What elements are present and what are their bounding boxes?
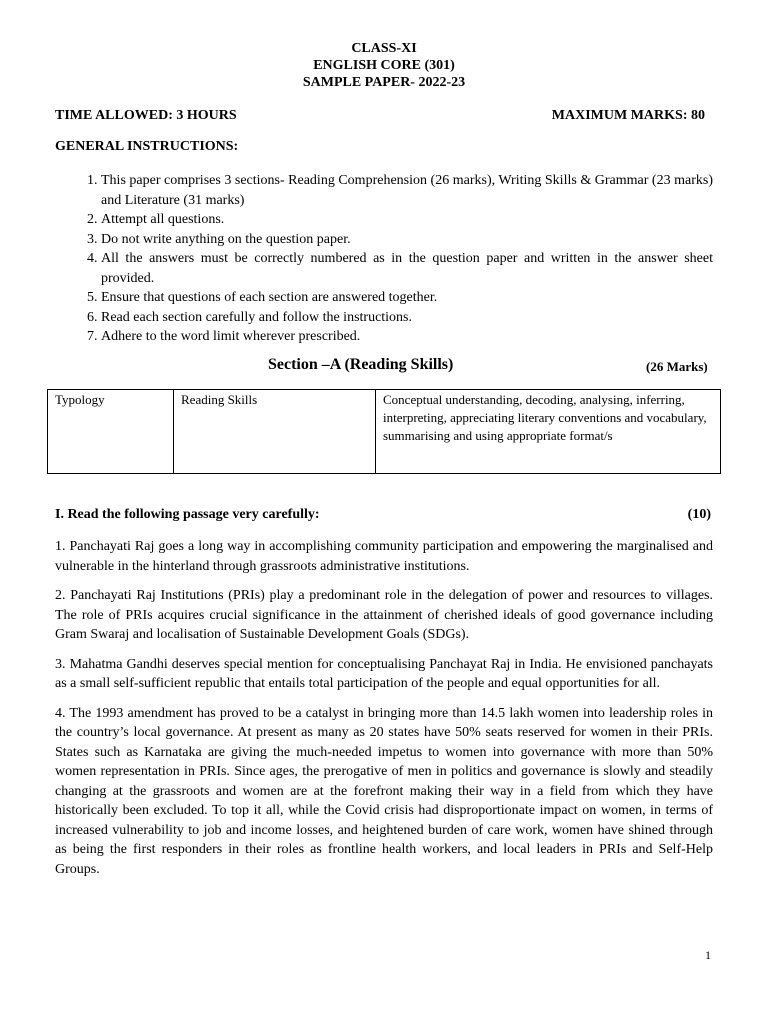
skill-cell: Reading Skills xyxy=(174,390,376,474)
exam-meta xyxy=(55,108,705,124)
question-marks: (10) xyxy=(687,507,711,522)
instruction-item: 1. This paper comprises 3 sections- Reading Comprehension (26 marks), Writing Skills & Grammar (23 marks) and Literature (31 marks) xyxy=(101,171,713,210)
document-header xyxy=(0,40,768,91)
typology-table xyxy=(47,389,721,474)
page-number: 1 xyxy=(705,948,711,962)
typology-cell: Typology xyxy=(48,390,174,474)
instruction-item: 6. Read each section carefully and follow the instructions. xyxy=(101,308,713,328)
instruction-item: 4. All the answers must be correctly numbered as in the question paper and written in the answer sheet provided. xyxy=(101,249,713,288)
maximum-marks: MAXIMUM MARKS: 80 xyxy=(551,108,705,123)
passage-paragraph: 4. The 1993 amendment has proved to be a catalyst in bringing more than 14.5 lakh women into leadership roles in the country’s local governance. At present as many as 20 states have 50% seats reserved for women in their PRIs. States such as Karnataka are giving the much-needed impetus to women into governance with more than 50% women representation in PRIs. Since ages, the prerogative of men in politics and governance is slowly and steadily changing at the grassroots and women are at the forefront making their way in a field from which they have historically been excluded. To top it all, while the Covid crisis had disproportionate impact on women, in terms of increased vulnerability to job and income losses, and heightened burden of care work, women have shined through as being the first responders in their roles as frontline health workers, and local leaders in PRIs and Self-Help Groups. xyxy=(55,705,713,877)
time-allowed: TIME ALLOWED: 3 HOURS xyxy=(55,108,237,123)
section-marks: (26 Marks) xyxy=(646,359,708,374)
instruction-item: 5. Ensure that questions of each section are answered together. xyxy=(101,288,713,308)
description-cell: Conceptual understanding, decoding, analysing, inferring, interpreting, appreciating literary conventions and vocabulary, summarising and using appropriate format/s xyxy=(376,390,721,474)
question-heading xyxy=(55,507,711,523)
passage-paragraph: 1. Panchayati Raj goes a long way in accomplishing community participation and empowering the marginalised and vulnerable in the hinterland through grassroots administrative institutions. xyxy=(55,539,713,574)
passage xyxy=(55,537,713,889)
instruction-item: 3. Do not write anything on the question paper. xyxy=(101,230,713,250)
instruction-item: 7. Adhere to the word limit wherever prescribed. xyxy=(101,327,713,347)
passage-paragraph: 3. Mahatma Gandhi deserves special mention for conceptualising Panchayat Raj in India. He envisioned panchayats as a small self-sufficient republic that entails total participation of the people and equal opportunities for all. xyxy=(55,656,713,691)
instructions-list xyxy=(55,171,713,347)
instruction-item: 2. Attempt all questions. xyxy=(101,210,713,230)
section-title: Section –A (Reading Skills) xyxy=(268,356,454,373)
subject-title: ENGLISH CORE (301) xyxy=(313,58,455,73)
class-title: CLASS-XI xyxy=(351,41,417,56)
paper-title: SAMPLE PAPER- 2022-23 xyxy=(302,75,466,90)
table-row xyxy=(48,390,721,474)
question-title: I. Read the following passage very carefully: xyxy=(55,507,320,522)
passage-paragraph: 2. Panchayati Raj Institutions (PRIs) play a predominant role in the delegation of power and resources to villages. The role of PRIs acquires crucial significance in the attainment of cherished ideals of good governance including Gram Swaraj and localisation of Sustainable Development Goals (SDGs). xyxy=(55,588,713,642)
general-instructions-title: GENERAL INSTRUCTIONS: xyxy=(55,139,239,154)
